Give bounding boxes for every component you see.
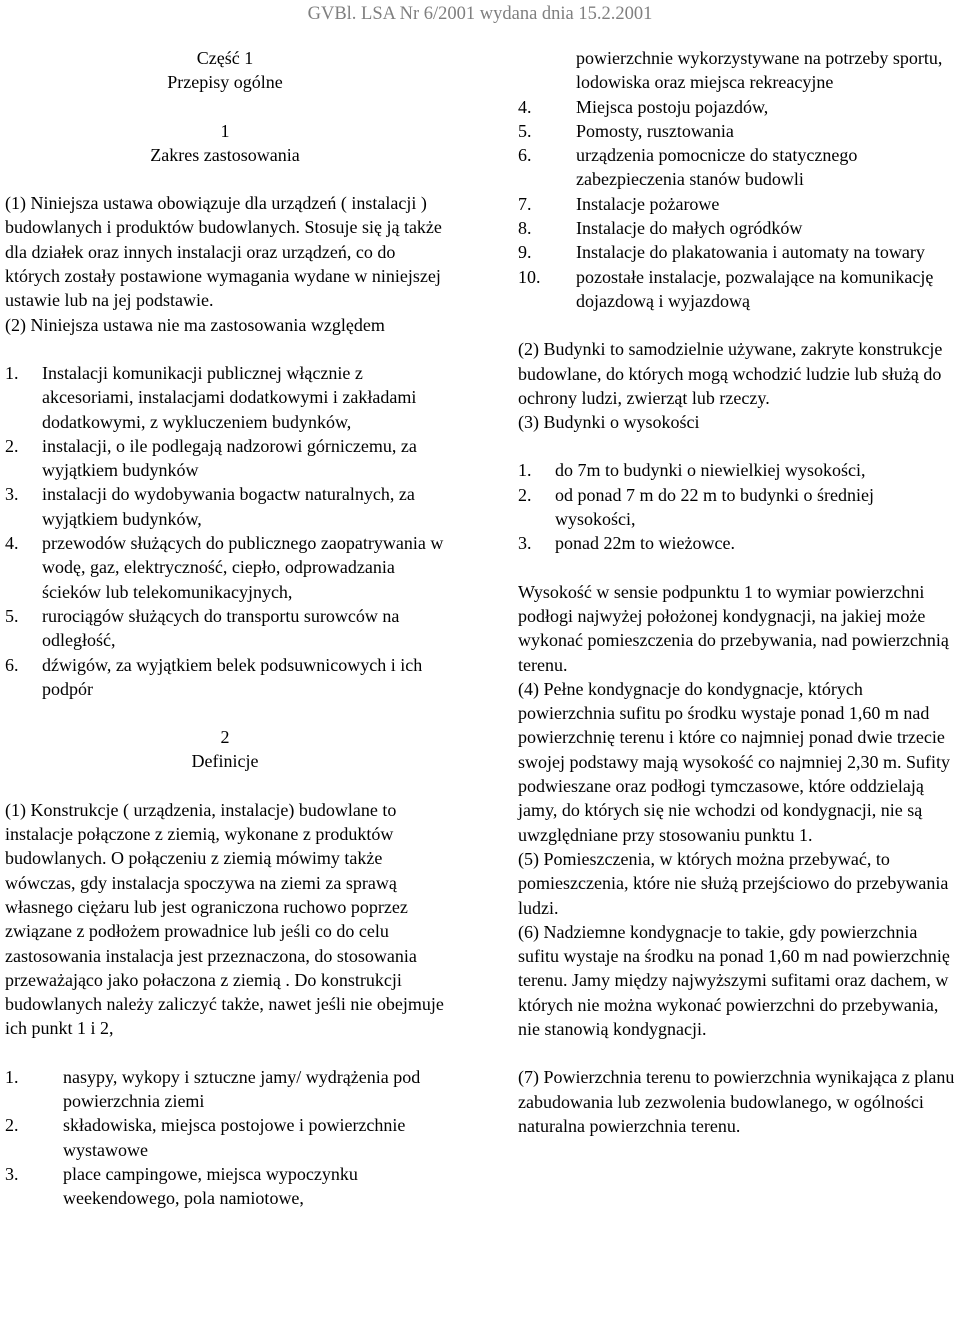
list-continuation: powierzchnie wykorzystywane na potrzeby sportu, lodowiska oraz miejsca rekreacyjne — [576, 48, 943, 93]
item-number: 8. — [518, 218, 532, 239]
list-item — [518, 119, 958, 143]
list-item — [518, 143, 958, 192]
item-number: 6. — [5, 654, 19, 675]
item-text: Instalacje do małych ogródków — [576, 218, 803, 239]
list-item — [518, 216, 958, 240]
item-number: 7. — [518, 193, 532, 214]
paragraph-4: (4) Pełne kondygnacje do kondygnacje, których powierzchnia sufitu po środku wystaje ponad 1,60 m nad powierzchnię terenu i które co najmniej ponad dwie trzecie swojej podstawy mają wysokość co najmniej 2,30 m. Sufity podwieszane oraz podłogi tymczasowe, które oddzielają jamy, do których się nie wchodzi od kondygnacji, nie są uwzględniane przy stosowaniu punktu 1. — [518, 678, 950, 845]
section-1-paragraph-1: (1) Niniejsza ustawa obowiązuje dla urządzeń ( instalacji ) budowlanych i produktów budowlanych. Stosuje się ją także dla działek oraz innych instalacji oraz urządzeń, co do których zostały postawione wymagania wydane w niniejszej ustawie lub na jej podstawie. — [5, 193, 442, 311]
part-heading: Część 1 — [196, 48, 254, 68]
item-number: 3. — [518, 533, 532, 554]
paragraph-3: (3) Budynki o wysokości — [518, 412, 700, 433]
section-2-heading: 2 — [220, 727, 230, 748]
item-number: 6. — [518, 145, 532, 166]
list-item — [5, 1113, 445, 1162]
page-header: GVBl. LSA Nr 6/2001 wydana dnia 15.2.2001 — [307, 4, 653, 24]
paragraph-7: (7) Powierzchnia terenu to powierzchnia wynikająca z planu zabudowania lub zezwolenia budowlanego, w ogólności naturalna powierzchnia terenu. — [518, 1067, 955, 1136]
item-number: 5. — [5, 605, 19, 626]
item-text: ponad 22m to wieżowce. — [555, 533, 735, 554]
item-text: nasypy, wykopy i sztuczne jamy/ wydrążenia pod powierzchnia ziemi — [63, 1066, 421, 1111]
item-number: 9. — [518, 242, 532, 263]
item-number: 4. — [518, 96, 532, 117]
paragraph-5: (5) Pomieszczenia, w których można przebywać, to pomieszczenia, które nie służą przejściowo do przebywania ludzi. — [518, 848, 949, 918]
list-item — [518, 531, 958, 555]
list-item — [518, 95, 958, 119]
item-text: place campingowe, miejsca wypoczynku weekendowego, pola namiotowe, — [63, 1163, 358, 1209]
part-title: Przepisy ogólne — [167, 72, 283, 93]
item-number: 3. — [5, 484, 19, 505]
item-number: 5. — [518, 120, 532, 141]
paragraph-6: (6) Nadziemne kondygnacje to takie, gdy powierzchnia sufitu wystaje na środku na ponad 1,60 m nad powierzchnię terenu. Jamy między najwyższymi sufitami oraz dachem, w których nie można wykonać powierzchni do przebywania, nie stanowią kondygnacji. — [518, 921, 950, 1039]
section-1-title: Zakres zastosowania — [150, 144, 300, 165]
constructions-list-continued — [518, 95, 958, 314]
paragraph-height-definition: Wysokość w sensie podpunktu 1 to wymiar powierzchni podłogi najwyżej położonej kondygnacji, na jakiej może wykonać pomieszczenia do przebywania, nad powierzchnią terenu. — [518, 581, 949, 675]
item-text: do 7m to budynki o niewielkiej wysokości, — [555, 460, 866, 481]
right-column — [518, 46, 958, 1138]
list-item — [5, 604, 445, 653]
item-number: 4. — [5, 533, 19, 554]
item-text: Instalacje do plakatowania i automaty na towary — [576, 242, 925, 263]
paragraph-2: (2) Budynki to samodzielnie używane, zakryte konstrukcje budowlane, do których mogą wchodzić ludzie lub służą do ochrony ludzi, zwierząt lub rzeczy. — [518, 339, 943, 408]
list-item — [518, 265, 958, 314]
list-item — [518, 483, 958, 532]
item-text: Pomosty, rusztowania — [576, 120, 734, 141]
item-text: dźwigów, za wyjątkiem belek podsuwnicowych i ich podpór — [42, 654, 423, 699]
list-item — [5, 531, 445, 604]
list-item — [5, 361, 445, 434]
item-text: Miejsca postoju pojazdów, — [576, 96, 769, 117]
list-item — [5, 482, 445, 531]
item-text: rurociągów służących do transportu surowców na odległość, — [42, 605, 400, 651]
section-2-paragraph-1: (1) Konstrukcje ( urządzenia, instalacje) budowlane to instalacje połączone z ziemią, wykonane z produktów budowlanych. O połączeniu z ziemią mówimy także wówczas, gdy instalacja spoczywa na ziemi za sprawą własnego ciężaru lub jest ograniczona ruchowo poprzez związane z podłożem prowadnice lub jeśli co do celu zastosowania instalacja jest przeznaczona, do stosowania przeważająco jako połaczona z ziemią . Do konstrukcji budowlanych należy zaliczyć także, nawet jeśli nie obejmuje ich punkt 1 i 2, — [5, 799, 444, 1039]
list-item — [5, 1065, 445, 1114]
list-item — [518, 458, 958, 482]
left-column — [5, 46, 445, 1210]
section-2-title: Definicje — [191, 751, 259, 772]
list-item — [518, 240, 958, 264]
item-number: 1. — [5, 1066, 19, 1087]
building-heights-list — [518, 458, 958, 555]
item-number: 10. — [518, 266, 541, 287]
item-number: 2. — [518, 484, 532, 505]
item-text: od ponad 7 m do 22 m to budynki o średniej wysokości, — [555, 484, 874, 530]
list-item — [5, 434, 445, 483]
item-text: przewodów służących do publicznego zaopatrywania w wodę, gaz, elektryczność, ciepło, odprowadzania ścieków lub telekomunikacyjnych, — [42, 533, 444, 602]
list-item — [5, 653, 445, 702]
section-1-paragraph-2: (2) Niniejsza ustawa nie ma zastosowania względem — [5, 314, 385, 335]
item-text: Instalacje pożarowe — [576, 193, 720, 214]
constructions-list — [5, 1065, 445, 1211]
section-1-heading: 1 — [220, 120, 230, 141]
item-text: urządzenia pomocnicze do statycznego zabezpieczenia stanów budowli — [576, 145, 858, 190]
item-text: składowiska, miejsca postojowe i powierzchnie wystawowe — [63, 1115, 406, 1160]
item-text: pozostałe instalacje, pozwalające na komunikację dojazdową i wyjazdową — [576, 266, 934, 311]
list-item — [5, 1162, 445, 1211]
item-text: Instalacji komunikacji publicznej włącznie z akcesoriami, instalacjami dodatkowymi i zakładami dodatkowymi, z wykluczeniem budynków, — [42, 362, 417, 432]
item-text: instalacji, o ile podlegają nadzorowi górniczemu, za wyjątkiem budynków — [42, 435, 417, 481]
item-number: 2. — [5, 435, 19, 456]
item-text: instalacji do wydobywania bogactw naturalnych, za wyjątkiem budynków, — [42, 484, 415, 529]
exclusions-list — [5, 361, 445, 701]
item-number: 1. — [5, 362, 19, 383]
item-number: 1. — [518, 460, 532, 481]
item-number: 2. — [5, 1115, 19, 1136]
list-item — [518, 192, 958, 216]
item-number: 3. — [5, 1163, 19, 1184]
